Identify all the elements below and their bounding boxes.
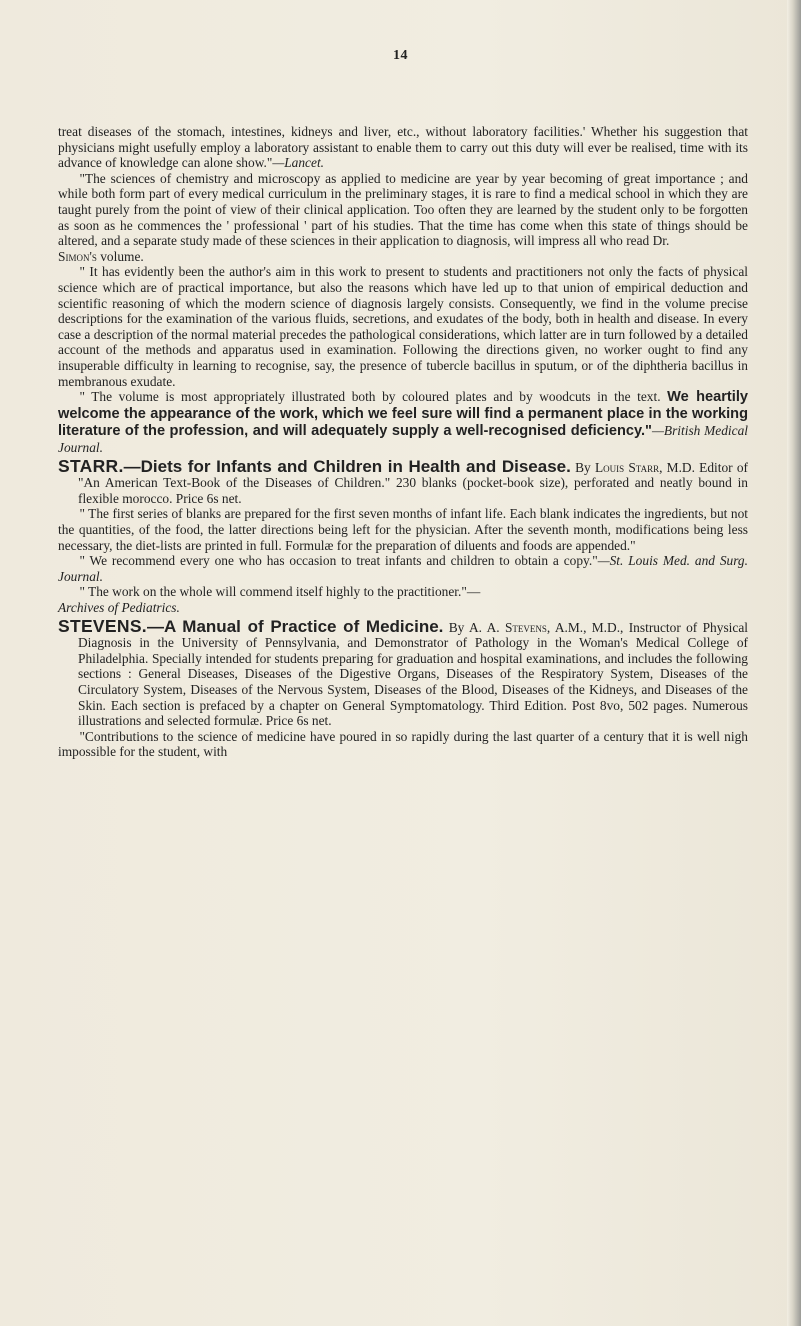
paragraph-recommend: " We recommend every one who has occasion to treat infants and children to obtain a copy."—St. Louis Med. and Surg. Journal. [58, 553, 748, 584]
paragraph-author-aim: " It has evidently been the author's aim in this work to present to students and practitioners not only the facts of physical science which are of practical importance, but also the reasons which have led up to that union of empirical deduction and scientific reasoning of which the modern science of diagnosis largely consists. Consequently, we find in the volume precise descriptions for the examination of the various fluids, secretions, and exudates of the body, both in health and disease. In every case a description of the normal material precedes the pathological considerations, which latter are in turn followed by a detailed account of the methods and apparatus used in examination. Following the directions given, no worker ought to find any insuperable difficulty in learning to recognise, say, the presence of tubercle bacillus in sputum, or of the diphtheria bacillus in membranous exudate. [58, 264, 748, 389]
paragraph-first-series: " The first series of blanks are prepared for the first seven months of infant life. Each blank indicates the ingredients, but not the quantities, of the food, the latter directions being left for the physician. After the seventh month, modifications being less necessary, the diet-lists are printed in full. Formulæ for the preparation of diluents and foods are appended." [58, 506, 748, 553]
paragraph-work-commend: " The work on the whole will commend itself highly to the practitioner."— Archives of Pediatrics. [58, 584, 481, 616]
bold-endorsement: We heartily welcome the appearance of the work, which we feel sure will find a permanent place in the working literature of the profession, and will adequately supply a well-recognised deficiency." [58, 389, 748, 440]
entry-author-heading: STEVENS. [58, 615, 147, 636]
paragraph-volume-illustrated: " The volume is most appropriately illustrated both by coloured plates and by woodcuts in the text. We heartily welcome the appearance of the work, which we feel sure will find a permanent place in the working literature of the profession, and will adequately supply a well-recognised deficiency."—British Medical Journal. [58, 389, 748, 456]
paragraph-contributions: "Contributions to the science of medicine have poured in so rapidly during the last quarter of a century that it is well nigh impossible for the student, with [58, 728, 748, 760]
source-citation: Archives of Pediatrics. [58, 600, 180, 616]
catalog-entry-starr: STARR.—Diets for Infants and Children in Health and Disease. By Louis Starr, M.D. Editor of "An American Text-Book of the Diseases of Children." 230 blanks (pocket-book size), perforated and neatly bound in flexible morocco. Price 6s net. [58, 455, 748, 506]
author-name: Simon's [58, 248, 97, 264]
entry-title: —A Manual of Practice of Medicine. [146, 616, 444, 636]
page-edge [787, 0, 801, 1326]
text-column [58, 124, 748, 760]
page-number: 14 [393, 48, 408, 63]
catalog-entry-stevens: STEVENS.—A Manual of Practice of Medicine. By A. A. Stevens, A.M., M.D., Instructor of Physical Diagnosis in the University of Pennsylvania, and Demonstrator of Pathology in the Woman's Medical College of Philadelphia. Specially intended for students preparing for graduation and hospital examinations, and includes the following sections : General Diseases, Diseases of the Digestive Organs, Diseases of the Respiratory System, Diseases of the Circulatory System, Diseases of the Nervous System, Diseases of the Blood, Diseases of the Kidneys, and Diseases of the Skin. Each section is prefaced by a chapter on General Symptomatology. Third Edition. Post 8vo, 502 pages. Numerous illustrations and selected formulæ. Price 6s net. [58, 615, 748, 729]
source-citation: —Lancet. [272, 155, 325, 171]
paragraph-lancet-quote: treat diseases of the stomach, intestines, kidneys and liver, etc., without laboratory facilities.' Whether his suggestion that physicians might usefully employ a laboratory assistant to enable them to carry out this duty will ever be realised, time with its advance of knowledge can alone show."—Lancet. [58, 124, 748, 171]
entry-title: —Diets for Infants and Children in Health and Disease. [123, 456, 571, 476]
entry-author: Stevens, [504, 619, 551, 635]
entry-author: Louis Starr, [594, 459, 663, 475]
entry-author-heading: STARR. [58, 455, 124, 476]
source-citation: —St. Louis Med. and Surg. Journal. [58, 553, 748, 584]
source-citation: —British Medical Journal. [58, 423, 748, 456]
paragraph-sciences: "The sciences of chemistry and microscopy as applied to medicine are year by year becoming of great importance ; and while both form part of every medical curriculum in the preliminary stages, it is rare to find a medical school in which they are taught purely from the point of view of their clinical application. Too often they are learned by the student only to be forgotten as soon as he commences the ' professional ' part of his studies. That the time has come when this state of things should be altered, and a separate study made of these sciences in their application to diagnosis, will impress all who read Dr. Simon's volume. [58, 170, 748, 264]
